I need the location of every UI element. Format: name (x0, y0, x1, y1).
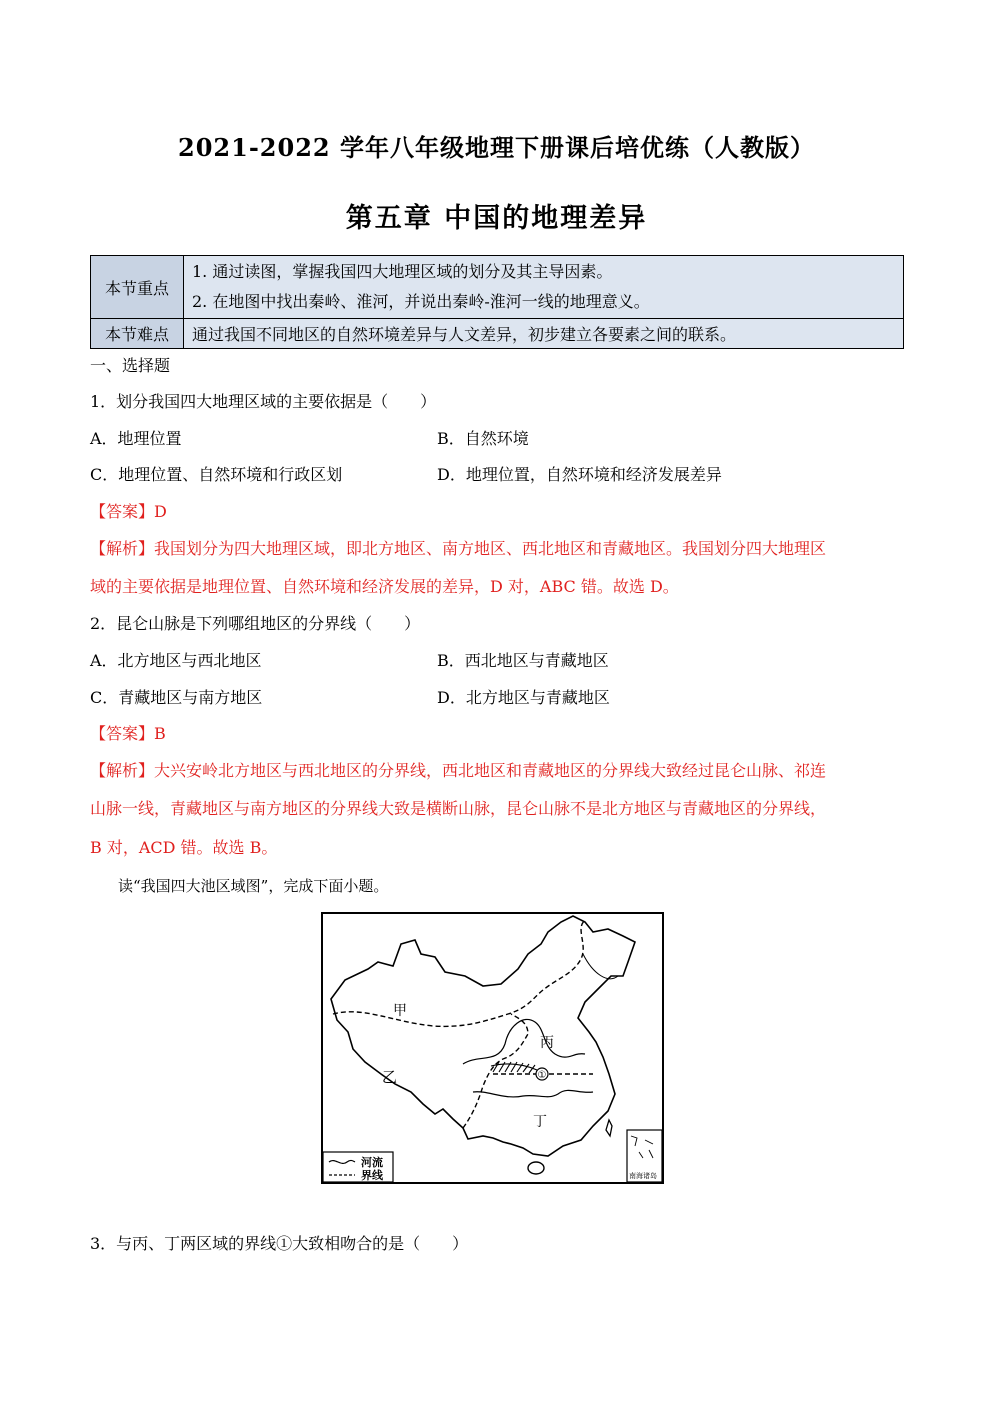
focus-item: 1. 通过读图，掌握我国四大地理区域的划分及其主导因素。 (192, 262, 613, 281)
section-heading: 一、选择题 (90, 356, 171, 375)
river-secondary (583, 954, 618, 979)
q1-option-c: C．地理位置、自然环境和行政区划 (90, 465, 343, 484)
south-china-sea-inset (627, 1130, 662, 1182)
map-legend (323, 1152, 393, 1182)
inset-label: 南海诸岛 (629, 1172, 657, 1180)
q2-option-d: D．北方地区与青藏地区 (437, 688, 610, 707)
q1-option-b: B．自然环境 (437, 429, 529, 448)
document-title: 2021-2022 学年八年级地理下册课后培优练（人教版） (178, 133, 815, 162)
legend-river: 河流 (361, 1156, 383, 1169)
q2-option-b: B．西北地区与青藏地区 (437, 651, 609, 670)
learning-goals-table (90, 255, 904, 349)
difficulty-content: 通过我国不同地区的自然环境差异与人文差异，初步建立各要素之间的联系。 (184, 319, 904, 349)
q1-analysis: 【解析】我国划分为四大地理区域，即北方地区、南方地区、西北地区和青藏地区。我国划分四大地理区 (90, 539, 827, 558)
china-regions-map (321, 912, 664, 1184)
region-label-yi: 乙 (382, 1068, 398, 1086)
question-3-stem: 3．与丙、丁两区域的界线①大致相吻合的是（ ） (90, 1234, 469, 1253)
country-outline (331, 916, 635, 1156)
q1-option-d: D．地理位置，自然环境和经济发展差异 (437, 465, 722, 484)
q2-option-a: A．北方地区与西北地区 (90, 651, 262, 670)
q2-analysis: 山脉一线，青藏地区与南方地区的分界线大致是横断山脉，昆仑山脉不是北方地区与青藏地区的分界线， (90, 799, 827, 818)
focus-label: 本节重点 (91, 256, 184, 319)
river-yangtze (473, 1090, 593, 1097)
difficulty-label: 本节难点 (91, 319, 184, 349)
region-label-bing: 丙 (540, 1035, 554, 1051)
focus-content (184, 256, 904, 319)
boundary-northwest (333, 920, 585, 1026)
taiwan-island (606, 1120, 612, 1136)
hainan-island (528, 1162, 544, 1174)
qinling-mountains (491, 1062, 537, 1073)
question-2-stem: 2．昆仑山脉是下列哪组地区的分界线（ ） (90, 614, 421, 633)
region-label-jia: 甲 (393, 1003, 407, 1019)
q2-answer: 【答案】B (90, 724, 166, 743)
focus-item: 2. 在地图中找出秦岭、淮河，并说出秦岭-淮河一线的地理意义。 (192, 292, 650, 311)
question-1-stem: 1．划分我国四大地理区域的主要依据是（ ） (90, 392, 437, 411)
q2-analysis: 【解析】大兴安岭北方地区与西北地区的分界线，西北地区和青藏地区的分界线大致经过昆仑山脉、祁连 (90, 761, 827, 780)
q1-option-a: A．地理位置 (90, 429, 182, 448)
q2-option-c: C．青藏地区与南方地区 (90, 688, 263, 707)
map-intro: 读“我国四大池区域图”，完成下面小题。 (118, 877, 389, 895)
q1-analysis: 域的主要依据是地理位置、自然环境和经济发展的差异，D 对，ABC 错。故选 D。 (90, 577, 679, 596)
q2-analysis: B 对，ACD 错。故选 B。 (90, 838, 278, 857)
chapter-title: 第五章 中国的地理差异 (345, 203, 648, 234)
region-label-ding: 丁 (533, 1114, 547, 1130)
q1-answer: 【答案】D (90, 502, 167, 521)
legend-border: 界线 (361, 1169, 383, 1182)
marker-label: ① (537, 1070, 547, 1081)
